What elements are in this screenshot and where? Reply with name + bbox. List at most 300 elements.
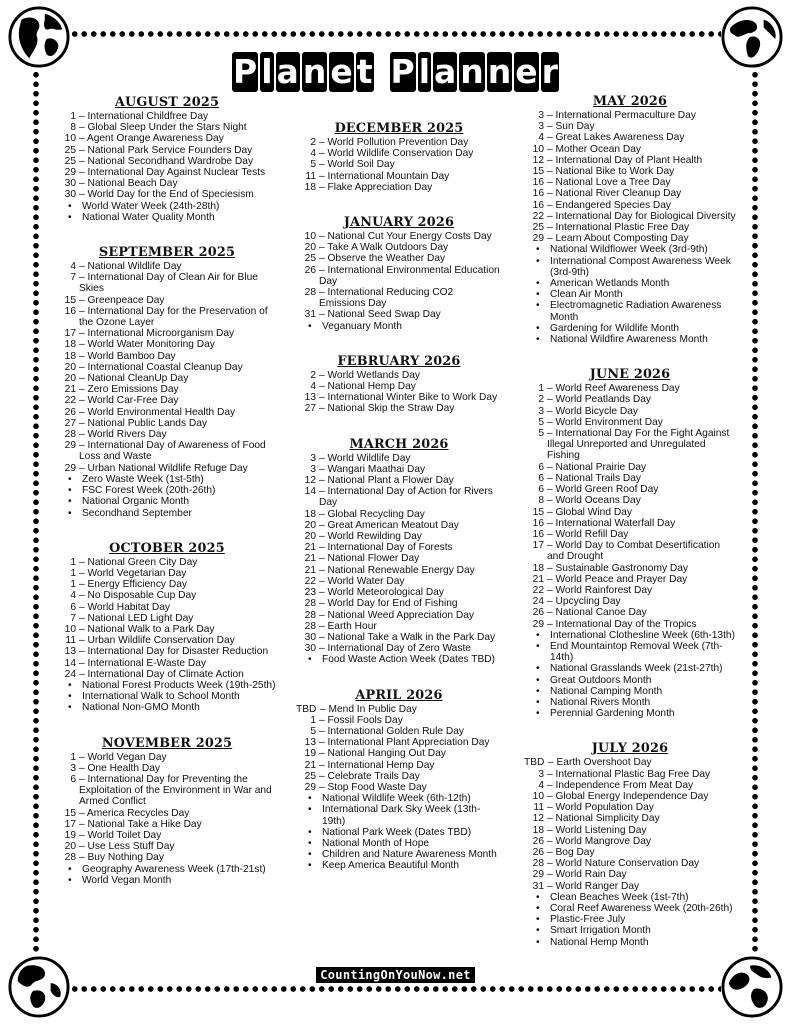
- event-name: – Sustainable Gastronomy Day: [547, 562, 688, 574]
- event-date: 21: [304, 542, 316, 554]
- event-item: [56, 557, 278, 568]
- observance-text: National Park Week (Dates TBD): [322, 826, 472, 838]
- event-date: 10: [532, 143, 544, 155]
- observance-month-item: [56, 485, 278, 496]
- event-name: – Buy Nothing Day: [79, 852, 164, 864]
- event-name: – Urban Wildlife Conservation Day: [79, 635, 235, 647]
- event-item: [524, 166, 736, 177]
- event-name: – National LED Light Day: [79, 612, 194, 624]
- observance-month-item: [56, 864, 278, 875]
- event-item: [56, 122, 278, 133]
- event-date: TBD: [296, 703, 317, 715]
- bullet-icon: •: [68, 211, 72, 223]
- event-item: [296, 265, 502, 287]
- event-date: 18: [304, 508, 316, 520]
- event-date: 17: [532, 540, 544, 552]
- bullet-icon: •: [536, 334, 540, 346]
- event-item: [56, 635, 278, 646]
- event-date: 4: [538, 132, 544, 144]
- month-heading: JUNE 2026: [589, 367, 671, 383]
- event-date: 1: [70, 751, 76, 763]
- event-name: – Bog Day: [547, 846, 595, 858]
- footer-website: CountingOnYouNow.net: [316, 967, 475, 983]
- month-heading: DECEMBER 2025: [334, 121, 464, 136]
- observance-month-item: [524, 289, 736, 300]
- event-date: 10: [532, 790, 544, 802]
- page-title: [0, 52, 791, 92]
- event-date: 15: [64, 294, 76, 306]
- event-name: – One Health Day: [79, 762, 160, 774]
- event-name: – World Oceans Day: [547, 495, 641, 507]
- event-item: [56, 613, 278, 624]
- event-item: [296, 531, 502, 542]
- observance-month-item: [56, 508, 278, 519]
- event-date: 25: [532, 222, 544, 234]
- event-name: – National Beach Day: [79, 178, 178, 190]
- event-date: 25: [64, 144, 76, 156]
- event-name: – Mend In Public Day: [320, 703, 417, 715]
- bullet-icon: •: [536, 255, 540, 267]
- event-name: – World Car-Free Day: [79, 395, 179, 407]
- event-name: – International Environmental Education Day: [319, 264, 500, 287]
- dotted-border-right: [751, 70, 759, 954]
- observance-text: Veganuary Month: [322, 320, 402, 332]
- event-item: [56, 328, 278, 339]
- event-item: [524, 596, 736, 607]
- event-date: 2: [310, 369, 316, 381]
- event-name: – International Day of Forests: [319, 542, 453, 554]
- observance-text: End Mountaintop Removal Week (7th-14th): [550, 640, 723, 664]
- event-date: 3: [538, 110, 544, 121]
- observance-month-item: [524, 686, 736, 697]
- event-date: 20: [304, 531, 316, 543]
- event-item: [296, 182, 502, 193]
- event-item: [524, 394, 736, 405]
- event-date: 6: [70, 601, 76, 613]
- event-name: – World Green Roof Day: [547, 484, 659, 496]
- bullet-icon: •: [68, 473, 72, 485]
- observance-month-item: [524, 675, 736, 686]
- event-name: – International Day For the Fight Against Illegal Unreported and Unregulated Fishing: [547, 428, 730, 462]
- observance-text: Smart Irrigation Month: [550, 925, 651, 937]
- title-letter: l: [418, 52, 430, 91]
- observance-text: Clean Beaches Week (1st-7th): [550, 891, 689, 903]
- observance-text: Secondhand September: [82, 507, 192, 519]
- event-name: – International Coastal Cleanup Day: [79, 361, 243, 373]
- event-date: 26: [64, 406, 76, 418]
- event-date: 6: [538, 484, 544, 496]
- event-name: – World Refill Day: [547, 528, 629, 540]
- title-letter: n: [487, 52, 512, 91]
- observance-month-item: [296, 321, 502, 332]
- month-heading: JULY 2026: [591, 741, 669, 757]
- event-item: [56, 658, 278, 669]
- event-date: 15: [532, 166, 544, 178]
- observance-month-item: [524, 914, 736, 925]
- month-heading: JANUARY 2026: [343, 215, 455, 231]
- observance-month-item: [296, 804, 502, 826]
- observance-text: National Hemp Month: [550, 936, 649, 948]
- bullet-icon: •: [68, 874, 72, 886]
- event-name: – International Plant Appreciation Day: [319, 737, 490, 749]
- title-letter: e: [330, 52, 353, 91]
- observance-text: Electromagnetic Radiation Awareness Month: [550, 300, 722, 323]
- event-name: – World Meteorological Day: [319, 587, 444, 599]
- event-name: – Urban National Wildlife Refuge Day: [79, 462, 248, 474]
- event-item: [296, 542, 502, 553]
- observance-month-item: [524, 925, 736, 936]
- column-1: [56, 94, 278, 907]
- event-item: [524, 780, 736, 791]
- event-date: 2: [538, 394, 544, 406]
- title-letter: P: [390, 52, 415, 91]
- event-item: [56, 646, 278, 657]
- event-item: [296, 587, 502, 598]
- title-letter: a: [276, 52, 299, 91]
- event-name: – World Wildlife Conservation Day: [319, 148, 474, 160]
- event-item: [296, 621, 502, 632]
- event-date: 30: [64, 189, 76, 201]
- event-item: [524, 155, 736, 166]
- bullet-icon: •: [536, 696, 540, 708]
- title-letter: t: [356, 52, 373, 91]
- event-item: [56, 440, 278, 462]
- column-2: [296, 120, 502, 893]
- event-name: – International Day of Zero Waste: [319, 643, 471, 655]
- event-name: – National Cut Your Energy Costs Day: [319, 231, 492, 243]
- event-item: [524, 132, 736, 143]
- event-name: – Energy Efficiency Day: [79, 579, 187, 591]
- observance-text: International Walk to School Month: [82, 691, 240, 703]
- event-date: 30: [304, 631, 316, 643]
- event-name: – World Soil Day: [319, 159, 395, 171]
- observance-month-item: [56, 702, 278, 713]
- event-date: 18: [532, 824, 544, 836]
- event-item: [56, 774, 278, 808]
- event-name: – National CleanUp Day: [79, 373, 189, 385]
- event-item: [524, 858, 736, 869]
- event-name: – National Love a Tree Day: [547, 177, 671, 189]
- observance-month-item: [56, 496, 278, 507]
- event-name: – International Day for Preventing the Exploitation of the Environment in War and Armed Conflict: [79, 773, 272, 808]
- event-name: – World Mangrove Day: [547, 835, 651, 847]
- event-date: 22: [532, 584, 544, 596]
- observance-text: National Forest Products Week (19th-25th): [82, 679, 276, 691]
- event-name: – Independence From Meat Day: [547, 779, 694, 791]
- title-letter: e: [515, 52, 538, 91]
- event-date: 20: [64, 373, 76, 385]
- event-name: – Zero Emissions Day: [79, 384, 179, 396]
- observance-month-item: [524, 892, 736, 903]
- event-item: [56, 373, 278, 384]
- event-name: – International Childfree Day: [79, 111, 209, 122]
- event-date: 3: [70, 762, 76, 774]
- event-date: 23: [304, 587, 316, 599]
- event-item: [524, 507, 736, 518]
- event-name: – International Day of the Tropics: [547, 618, 697, 630]
- bullet-icon: •: [68, 702, 72, 714]
- event-name: – National Take a Walk in the Park Day: [319, 631, 496, 643]
- event-name: – Sun Day: [547, 121, 595, 133]
- observance-text: Keep America Beautiful Month: [322, 860, 460, 872]
- event-name: – National Trails Day: [547, 472, 641, 484]
- bullet-icon: •: [536, 674, 540, 686]
- event-item: [524, 769, 736, 780]
- event-date: 28: [304, 287, 316, 299]
- event-date: 28: [64, 852, 76, 864]
- bullet-icon: •: [536, 708, 540, 720]
- event-item: [56, 407, 278, 418]
- event-date: 13: [304, 392, 316, 404]
- event-item: [296, 137, 502, 148]
- event-date: 5: [310, 725, 316, 737]
- event-name: – International Day of Clean Air for Blue Skies: [79, 272, 258, 295]
- month-section: [296, 120, 502, 193]
- event-item: [56, 395, 278, 406]
- month-heading: SEPTEMBER 2025: [98, 245, 236, 261]
- observance-text: Geography Awareness Week (17th-21st): [82, 863, 266, 875]
- event-item: [56, 852, 278, 863]
- event-name: – National Hemp Day: [319, 381, 416, 393]
- event-date: 18: [64, 339, 76, 351]
- title-letter: l: [261, 52, 273, 91]
- month-section: [296, 353, 502, 415]
- event-item: [524, 417, 736, 428]
- event-name: – World Peace and Prayer Day: [547, 573, 688, 585]
- event-item: [56, 808, 278, 819]
- event-name: – Global Recycling Day: [319, 508, 425, 520]
- event-date: 15: [64, 807, 76, 819]
- event-name: – International Permaculture Day: [547, 110, 696, 121]
- event-date: 21: [304, 553, 316, 565]
- event-item: [296, 475, 502, 486]
- event-item: [296, 242, 502, 253]
- event-item: [296, 392, 502, 403]
- event-name: – Earth Hour: [319, 620, 377, 632]
- event-name: – National Weed Appreciation Day: [319, 609, 474, 621]
- event-item: [56, 819, 278, 830]
- event-name: – National Bike to Work Day: [547, 166, 675, 178]
- event-date: 5: [310, 159, 316, 171]
- event-date: 1: [70, 556, 76, 568]
- title-letter: r: [541, 52, 558, 91]
- observance-text: National Wildflower Week (3rd-9th): [550, 244, 708, 256]
- event-date: 11: [65, 635, 76, 647]
- event-name: – International Day for Biological Diversity: [547, 210, 736, 222]
- event-name: – World Listening Day: [547, 824, 647, 836]
- event-date: 16: [532, 517, 544, 529]
- event-item: [56, 111, 278, 122]
- event-date: 24: [64, 668, 76, 680]
- event-name: – Celebrate Trails Day: [319, 770, 420, 782]
- event-date: 12: [532, 154, 544, 166]
- observance-text: Perennial Gardening Month: [550, 708, 675, 720]
- event-item: [524, 802, 736, 813]
- observance-text: Great Outdoors Month: [550, 674, 652, 686]
- event-name: – National Prairie Day: [547, 461, 647, 473]
- event-item: [296, 509, 502, 520]
- bullet-icon: •: [308, 654, 312, 666]
- event-date: 27: [64, 417, 76, 429]
- bullet-icon: •: [68, 200, 72, 212]
- event-date: 25: [64, 155, 76, 167]
- event-item: [56, 306, 278, 328]
- bullet-icon: •: [536, 903, 540, 914]
- bullet-icon: •: [536, 629, 540, 641]
- event-item: [56, 145, 278, 156]
- event-item: [56, 295, 278, 306]
- observance-month-item: [296, 849, 502, 860]
- event-item: [524, 121, 736, 132]
- event-date: 5: [538, 428, 544, 440]
- event-item: [296, 520, 502, 531]
- event-item: [296, 287, 502, 309]
- footer: [0, 966, 791, 984]
- event-date: 13: [64, 646, 76, 658]
- bullet-icon: •: [536, 891, 540, 903]
- observance-text: National Grasslands Week (21st-27th): [550, 663, 723, 675]
- event-item: [56, 167, 278, 178]
- event-name: – World Peatlands Day: [547, 394, 652, 406]
- event-item: [296, 748, 502, 759]
- event-item: [56, 763, 278, 774]
- event-date: 29: [64, 462, 76, 474]
- bullet-icon: •: [308, 860, 312, 872]
- event-item: [524, 211, 736, 222]
- event-item: [524, 607, 736, 618]
- bullet-icon: •: [68, 507, 72, 519]
- event-name: – World Day for End of Fishing: [319, 598, 458, 610]
- event-date: 20: [64, 841, 76, 853]
- event-item: [296, 771, 502, 782]
- event-item: [56, 418, 278, 429]
- event-name: – World Population Day: [547, 802, 654, 814]
- bullet-icon: •: [536, 640, 540, 652]
- event-item: [56, 178, 278, 189]
- observance-text: National Wildlife Week (6th-12th): [322, 793, 471, 805]
- event-date: 1: [70, 567, 76, 579]
- event-item: [296, 737, 502, 748]
- event-date: 8: [70, 122, 76, 134]
- observance-text: International Dark Sky Week (13th-19th): [322, 804, 481, 827]
- event-name: – International Hemp Day: [319, 759, 435, 771]
- observance-month-item: [56, 474, 278, 485]
- month-section: [524, 740, 736, 947]
- event-item: [524, 188, 736, 199]
- observance-month-item: [296, 838, 502, 849]
- observance-month-item: [524, 697, 736, 708]
- event-date: 29: [532, 618, 544, 630]
- event-date: 22: [304, 575, 316, 587]
- event-name: – National Take a Hike Day: [79, 818, 202, 830]
- observance-text: Children and Nature Awareness Month: [322, 849, 497, 861]
- event-name: – National Simplicity Day: [547, 813, 660, 825]
- event-name: – National Hanging Out Day: [319, 748, 446, 760]
- event-date: 10: [64, 133, 76, 145]
- month-section: [296, 436, 502, 666]
- bullet-icon: •: [308, 826, 312, 838]
- event-item: [296, 381, 502, 392]
- month-section: [296, 687, 502, 872]
- event-item: [296, 610, 502, 621]
- observance-text: National Non-GMO Month: [82, 702, 200, 714]
- event-name: – National Public Lands Day: [79, 417, 207, 429]
- event-name: – National Canoe Day: [547, 607, 647, 619]
- event-date: 4: [70, 590, 76, 602]
- event-item: [524, 813, 736, 824]
- event-date: 28: [304, 609, 316, 621]
- event-name: – World Reef Awareness Day: [547, 383, 680, 395]
- event-date: 26: [532, 835, 544, 847]
- observance-text: Plastic-Free July: [550, 914, 626, 926]
- bullet-icon: •: [68, 679, 72, 691]
- event-item: [524, 619, 736, 630]
- event-item: [524, 462, 736, 473]
- event-item: [56, 579, 278, 590]
- event-item: [524, 222, 736, 233]
- event-name: – Greenpeace Day: [79, 294, 165, 306]
- event-name: – World Environmental Health Day: [79, 406, 236, 418]
- observance-month-item: [524, 937, 736, 948]
- observance-text: Zero Waste Week (1st-5th): [82, 473, 204, 485]
- event-name: – World Rain Day: [547, 869, 627, 881]
- event-item: [524, 825, 736, 836]
- event-name: – International Day of Climate Action: [79, 668, 244, 680]
- observance-month-item: [56, 680, 278, 691]
- event-name: – Endangered Species Day: [547, 199, 672, 211]
- observance-month-item: [56, 691, 278, 702]
- event-date: 1: [70, 579, 76, 591]
- event-date: 1: [310, 714, 316, 726]
- event-date: 25: [304, 770, 316, 782]
- month-heading: FEBRUARY 2026: [337, 353, 461, 369]
- event-date: 29: [304, 781, 316, 793]
- event-name: – Great Lakes Awareness Day: [547, 132, 685, 144]
- event-name: – Stop Food Waste Day: [319, 781, 427, 793]
- event-date: 28: [532, 858, 544, 870]
- month-section: [56, 94, 278, 223]
- event-item: [296, 370, 502, 381]
- event-date: 31: [304, 309, 316, 321]
- month-heading: MARCH 2026: [349, 436, 449, 452]
- event-date: 28: [304, 598, 316, 610]
- event-date: 8: [538, 495, 544, 507]
- event-name: – National Green City Day: [79, 556, 198, 568]
- bullet-icon: •: [536, 300, 540, 312]
- event-date: 6: [70, 773, 76, 785]
- observance-month-item: [56, 212, 278, 223]
- event-item: [524, 200, 736, 211]
- event-name: – World Nature Conservation Day: [547, 858, 700, 870]
- event-item: [56, 189, 278, 200]
- bullet-icon: •: [536, 914, 540, 926]
- event-date: 21: [532, 573, 544, 585]
- observance-text: International Compost Awareness Week (3rd-9th): [550, 255, 731, 278]
- observance-month-item: [524, 300, 736, 322]
- event-item: [524, 529, 736, 540]
- title-letter: P: [233, 52, 258, 91]
- event-name: – Upcycling Day: [547, 596, 621, 608]
- event-name: – World Toilet Day: [79, 829, 162, 841]
- event-name: – Use Less Stuff Day: [79, 841, 175, 853]
- event-item: [524, 881, 736, 892]
- bullet-icon: •: [536, 278, 540, 290]
- event-name: – World Rivers Day: [79, 429, 167, 441]
- month-section: [524, 366, 736, 719]
- event-item: [56, 830, 278, 841]
- month-heading: MAY 2026: [592, 94, 668, 109]
- event-name: – World Vegan Day: [79, 751, 167, 763]
